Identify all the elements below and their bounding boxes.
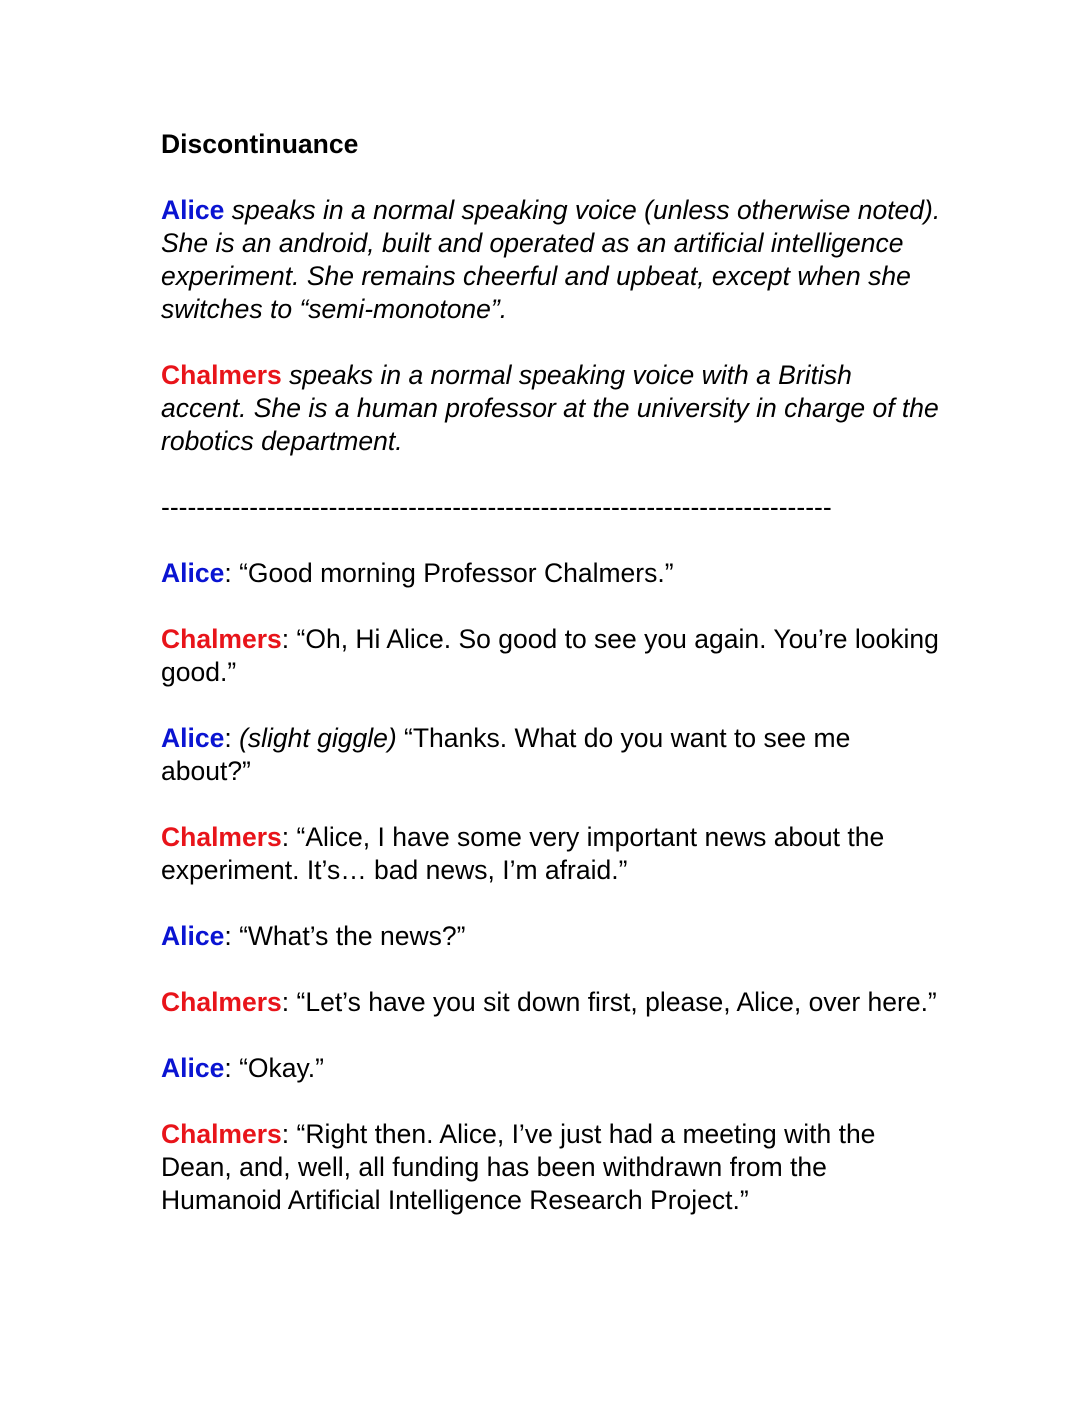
dialogue-text: “Okay.” xyxy=(239,1053,324,1083)
dialogue-line xyxy=(161,920,941,953)
dialogue-line xyxy=(161,1052,941,1085)
dialogue-text: “Let’s have you sit down first, please, Alice, over here.” xyxy=(296,987,937,1017)
character-description-text: speaks in a normal speaking voice (unless otherwise noted). She is an android, built and operated as an artificial intelligence experiment. She remains cheerful and upbeat, except when she switches to “semi-monotone”. xyxy=(161,195,941,324)
speaker-name: Chalmers xyxy=(161,1119,282,1149)
dialogue-line xyxy=(161,986,941,1019)
speaker-separator: : xyxy=(281,624,297,654)
character-name-chalmers: Chalmers xyxy=(161,360,282,390)
page-title: Discontinuance xyxy=(161,129,359,159)
dialogue-text: “Oh, Hi Alice. So good to see you again. You’re looking good.” xyxy=(161,624,939,687)
stage-direction: (slight giggle) xyxy=(239,723,397,753)
speaker-name: Alice xyxy=(161,1053,225,1083)
dialogue-line xyxy=(161,722,941,788)
speaker-separator: : xyxy=(224,1053,240,1083)
character-description-alice xyxy=(161,194,941,326)
speaker-separator: : xyxy=(281,1119,297,1149)
dialogue-text: “What’s the news?” xyxy=(239,921,466,951)
speaker-separator: : xyxy=(224,723,240,753)
speaker-name: Chalmers xyxy=(161,822,282,852)
dialogue-text: “Right then. Alice, I’ve just had a meeting with the Dean, and, well, all funding has been withdrawn from the Humanoid Artificial Intelligence Research Project.” xyxy=(161,1119,876,1215)
speaker-name: Alice xyxy=(161,723,225,753)
dialogue-line xyxy=(161,623,941,689)
section-divider: ---------------------------------------------------------------------------- xyxy=(161,492,832,522)
dialogue-text: “Thanks. What do you want to see me about?” xyxy=(161,723,851,786)
dialogue-line xyxy=(161,557,941,590)
dialogue-line xyxy=(161,821,941,887)
character-description-text: speaks in a normal speaking voice with a British accent. She is a human professor at the university in charge of the robotics department. xyxy=(161,360,939,456)
speaker-name: Alice xyxy=(161,921,225,951)
dialogue-text: “Alice, I have some very important news about the experiment. It’s… bad news, I’m afraid.” xyxy=(161,822,885,885)
speaker-separator: : xyxy=(281,822,297,852)
dialogue-line xyxy=(161,1118,941,1217)
script-page xyxy=(161,128,941,1250)
speaker-name: Alice xyxy=(161,558,225,588)
character-description-chalmers xyxy=(161,359,941,458)
speaker-name: Chalmers xyxy=(161,987,282,1017)
speaker-separator: : xyxy=(224,921,240,951)
speaker-name: Chalmers xyxy=(161,624,282,654)
speaker-separator: : xyxy=(281,987,297,1017)
speaker-separator: : xyxy=(224,558,240,588)
character-name-alice: Alice xyxy=(161,195,225,225)
dialogue-text: “Good morning Professor Chalmers.” xyxy=(239,558,674,588)
